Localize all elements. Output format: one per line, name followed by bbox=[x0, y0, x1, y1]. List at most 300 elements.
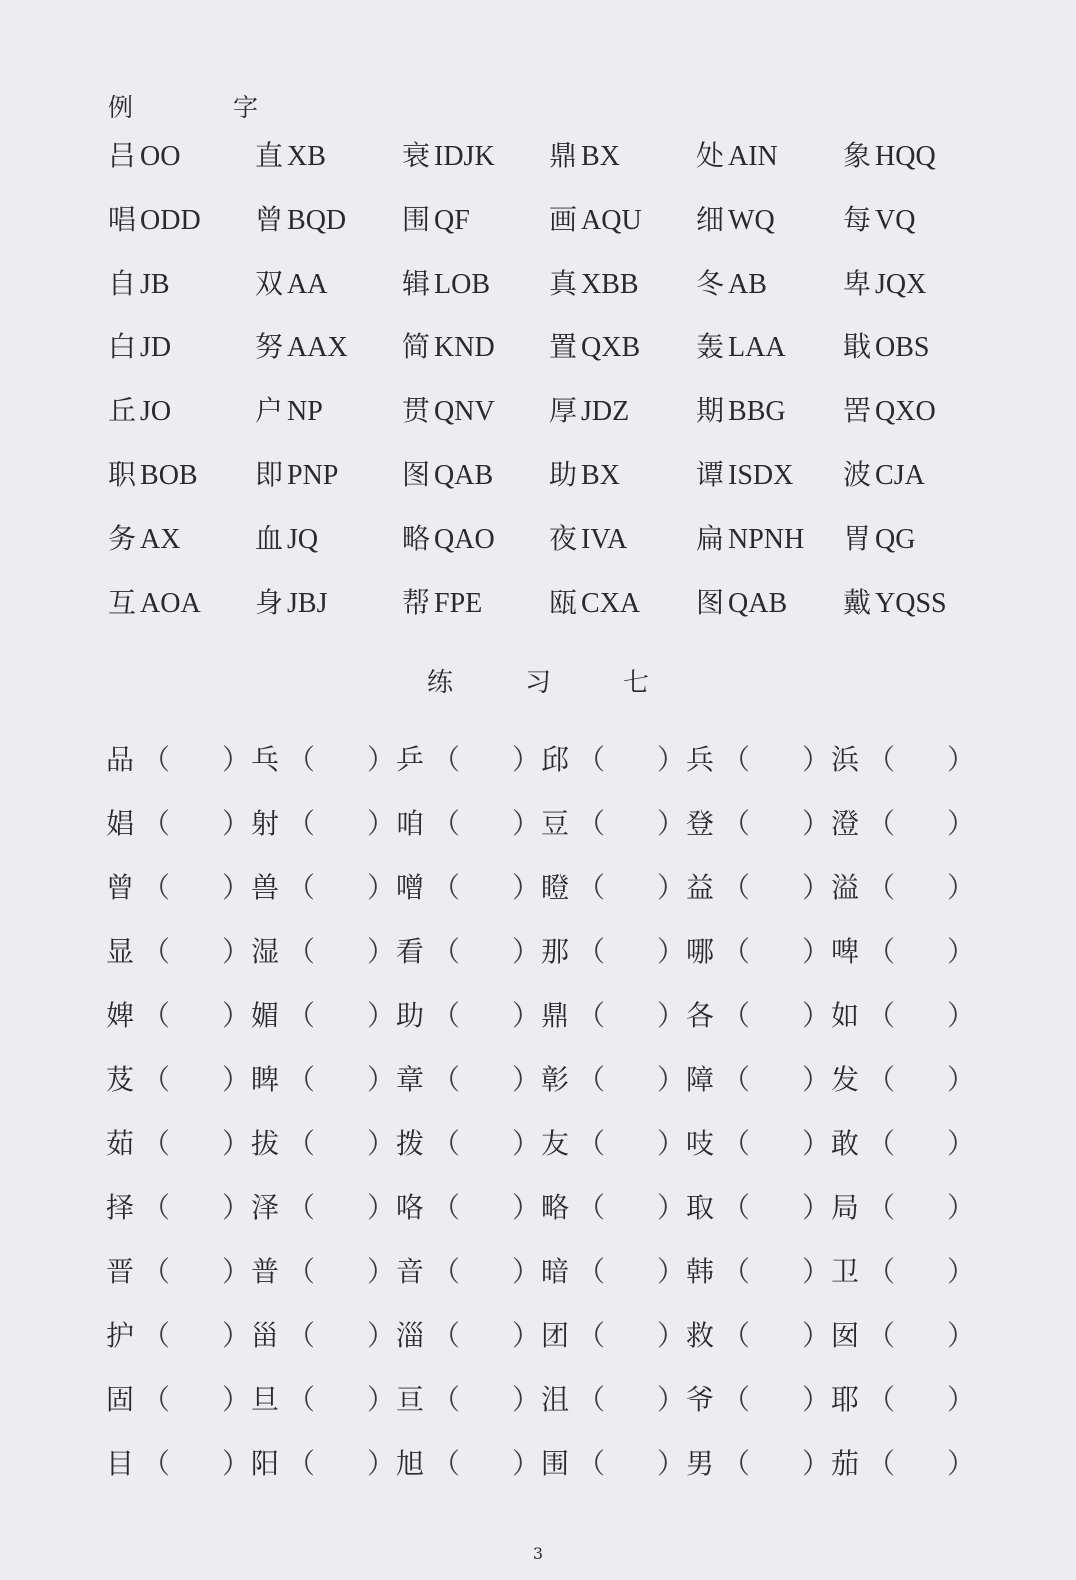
answer-blank-open: （ bbox=[722, 1319, 751, 1352]
answer-blank-close: ） bbox=[802, 743, 831, 776]
example-character: 唱 bbox=[108, 202, 137, 236]
answer-blank-close: ） bbox=[947, 743, 976, 776]
practice-character: 曾 bbox=[106, 871, 135, 904]
answer-blank-close: ） bbox=[367, 1383, 396, 1416]
practice-item bbox=[686, 1122, 831, 1162]
practice-character: 围 bbox=[541, 1447, 570, 1480]
page-number: 3 bbox=[532, 1544, 544, 1563]
practice-character: 救 bbox=[686, 1319, 715, 1352]
answer-blank-open: （ bbox=[287, 1255, 316, 1288]
answer-blank-open: （ bbox=[867, 1319, 896, 1352]
answer-blank-close: ） bbox=[657, 1191, 686, 1224]
practice-character: 芨 bbox=[106, 1063, 135, 1096]
example-character: 置 bbox=[549, 330, 578, 364]
practice-item bbox=[396, 1058, 541, 1098]
practice-item bbox=[541, 1250, 686, 1290]
practice-character: 发 bbox=[831, 1063, 860, 1096]
answer-blank-close: ） bbox=[222, 1191, 251, 1224]
practice-character: 豆 bbox=[541, 807, 570, 840]
practice-character: 射 bbox=[251, 807, 280, 840]
example-character: 吕 bbox=[108, 139, 137, 172]
answer-blank-open: （ bbox=[432, 1447, 461, 1480]
practice-item bbox=[831, 930, 976, 970]
practice-character: 护 bbox=[106, 1319, 135, 1352]
answer-blank-open: （ bbox=[142, 1383, 171, 1416]
practice-item bbox=[831, 1378, 976, 1418]
answer-blank-close: ） bbox=[802, 1063, 831, 1096]
practice-item bbox=[686, 1058, 831, 1098]
practice-item bbox=[106, 994, 251, 1034]
practice-character: 甾 bbox=[251, 1319, 280, 1352]
practice-character: 囡 bbox=[831, 1319, 860, 1352]
answer-blank-close: ） bbox=[947, 1319, 976, 1352]
practice-character: 亘 bbox=[396, 1383, 425, 1416]
example-entry bbox=[843, 325, 990, 365]
practice-item bbox=[541, 994, 686, 1034]
practice-item bbox=[251, 1186, 396, 1226]
practice-item bbox=[251, 1314, 396, 1354]
example-code: ODD bbox=[140, 204, 201, 236]
practice-character: 瞪 bbox=[541, 871, 570, 904]
answer-blank-open: （ bbox=[287, 807, 316, 840]
practice-item bbox=[106, 738, 251, 778]
answer-blank-open: （ bbox=[722, 1191, 751, 1224]
practice-character: 爷 bbox=[686, 1383, 715, 1416]
example-character: 图 bbox=[696, 585, 725, 619]
practice-character: 睥 bbox=[251, 1063, 280, 1096]
practice-item bbox=[106, 866, 251, 906]
practice-item bbox=[396, 1442, 541, 1482]
example-code: QG bbox=[875, 523, 916, 555]
answer-blank-close: ） bbox=[512, 1319, 541, 1352]
practice-character: 淄 bbox=[396, 1319, 425, 1352]
practice-item bbox=[541, 866, 686, 906]
answer-blank-open: （ bbox=[142, 871, 171, 904]
practice-heading-char: 习 bbox=[524, 668, 551, 698]
answer-blank-close: ） bbox=[947, 935, 976, 968]
example-entry bbox=[108, 134, 255, 174]
example-row bbox=[108, 389, 990, 453]
example-code: XBB bbox=[581, 268, 639, 300]
example-entry bbox=[549, 389, 696, 429]
example-row bbox=[108, 453, 990, 517]
example-row bbox=[108, 581, 990, 645]
answer-blank-open: （ bbox=[142, 1255, 171, 1288]
answer-blank-open: （ bbox=[287, 999, 316, 1032]
example-code: OO bbox=[140, 141, 181, 172]
example-entry bbox=[696, 325, 843, 365]
practice-character: 略 bbox=[541, 1191, 570, 1224]
answer-blank-open: （ bbox=[432, 743, 461, 776]
practice-item bbox=[831, 994, 976, 1034]
practice-item bbox=[831, 1250, 976, 1290]
practice-row bbox=[106, 1058, 976, 1122]
example-character: 直 bbox=[255, 139, 284, 172]
answer-blank-close: ） bbox=[367, 935, 396, 968]
examples-heading bbox=[108, 88, 258, 124]
answer-blank-open: （ bbox=[432, 1383, 461, 1416]
example-code: JO bbox=[140, 396, 172, 428]
practice-item bbox=[831, 1186, 976, 1226]
answer-blank-open: （ bbox=[142, 999, 171, 1032]
practice-character: 鼎 bbox=[541, 999, 570, 1032]
answer-blank-close: ） bbox=[947, 1063, 976, 1096]
example-character: 务 bbox=[108, 521, 137, 555]
practice-item bbox=[686, 738, 831, 778]
answer-blank-close: ） bbox=[802, 1127, 831, 1160]
example-entry bbox=[843, 134, 990, 174]
answer-blank-open: （ bbox=[432, 871, 461, 904]
practice-row bbox=[106, 866, 976, 930]
practice-item bbox=[686, 1314, 831, 1354]
example-character: 真 bbox=[549, 266, 578, 300]
example-code: CJA bbox=[875, 459, 925, 491]
answer-blank-open: （ bbox=[722, 743, 751, 776]
example-character: 丘 bbox=[108, 394, 137, 428]
example-code: OBS bbox=[875, 332, 930, 364]
example-character: 帮 bbox=[402, 585, 431, 619]
example-code: BBG bbox=[728, 396, 786, 428]
example-character: 谭 bbox=[696, 457, 725, 491]
answer-blank-open: （ bbox=[577, 743, 606, 776]
answer-blank-close: ） bbox=[512, 1447, 541, 1480]
example-entry bbox=[255, 325, 402, 365]
answer-blank-close: ） bbox=[222, 743, 251, 776]
practice-character: 韩 bbox=[686, 1255, 715, 1288]
practice-character: 茹 bbox=[106, 1127, 135, 1160]
answer-blank-open: （ bbox=[867, 1255, 896, 1288]
example-entry bbox=[696, 198, 843, 238]
practice-row bbox=[106, 738, 976, 802]
practice-row bbox=[106, 802, 976, 866]
practice-character: 晋 bbox=[106, 1255, 135, 1288]
practice-character: 卫 bbox=[831, 1255, 860, 1288]
practice-character: 取 bbox=[686, 1191, 715, 1224]
answer-blank-open: （ bbox=[577, 935, 606, 968]
example-character: 细 bbox=[696, 202, 725, 236]
example-entry bbox=[108, 453, 255, 493]
answer-blank-open: （ bbox=[577, 1191, 606, 1224]
example-entry bbox=[843, 453, 990, 493]
example-code: JD bbox=[140, 332, 172, 364]
practice-character: 咯 bbox=[396, 1191, 425, 1224]
example-character: 瓯 bbox=[549, 585, 578, 619]
answer-blank-open: （ bbox=[722, 999, 751, 1032]
practice-item bbox=[686, 1378, 831, 1418]
example-character: 波 bbox=[843, 457, 872, 491]
example-entry bbox=[255, 453, 402, 493]
example-code: BQD bbox=[287, 204, 347, 236]
example-character: 简 bbox=[402, 330, 431, 364]
example-entry bbox=[843, 389, 990, 429]
answer-blank-open: （ bbox=[142, 1319, 171, 1352]
practice-item bbox=[831, 866, 976, 906]
example-character: 戴 bbox=[843, 585, 872, 619]
example-code: KND bbox=[434, 332, 495, 364]
example-entry bbox=[843, 198, 990, 238]
practice-character: 婢 bbox=[106, 999, 135, 1032]
example-code: QXO bbox=[875, 396, 936, 428]
example-code: NPNH bbox=[728, 523, 805, 555]
answer-blank-open: （ bbox=[577, 1447, 606, 1480]
example-character: 努 bbox=[255, 330, 284, 364]
practice-character: 择 bbox=[106, 1191, 135, 1224]
answer-blank-close: ） bbox=[657, 1255, 686, 1288]
practice-item bbox=[831, 738, 976, 778]
example-entry bbox=[402, 198, 549, 238]
answer-blank-close: ） bbox=[657, 935, 686, 968]
answer-blank-close: ） bbox=[222, 1255, 251, 1288]
answer-blank-open: （ bbox=[577, 1319, 606, 1352]
answer-blank-open: （ bbox=[577, 1383, 606, 1416]
answer-blank-open: （ bbox=[867, 1127, 896, 1160]
answer-blank-open: （ bbox=[867, 1383, 896, 1416]
answer-blank-close: ） bbox=[512, 1191, 541, 1224]
practice-row bbox=[106, 1442, 976, 1506]
answer-blank-close: ） bbox=[802, 871, 831, 904]
example-character: 即 bbox=[255, 457, 284, 491]
answer-blank-close: ） bbox=[367, 807, 396, 840]
answer-blank-close: ） bbox=[367, 999, 396, 1032]
examples-table bbox=[108, 134, 990, 644]
practice-character: 娼 bbox=[106, 807, 135, 840]
answer-blank-close: ） bbox=[657, 1319, 686, 1352]
example-character: 厚 bbox=[549, 394, 578, 428]
answer-blank-open: （ bbox=[287, 871, 316, 904]
answer-blank-close: ） bbox=[367, 1127, 396, 1160]
example-code: VQ bbox=[875, 204, 916, 236]
answer-blank-close: ） bbox=[802, 1319, 831, 1352]
example-character: 贯 bbox=[402, 394, 431, 428]
example-row bbox=[108, 325, 990, 389]
answer-blank-open: （ bbox=[287, 935, 316, 968]
answer-blank-close: ） bbox=[367, 1255, 396, 1288]
example-code: LAA bbox=[728, 332, 786, 364]
example-entry bbox=[549, 581, 696, 621]
example-row bbox=[108, 517, 990, 581]
practice-item bbox=[686, 930, 831, 970]
example-code: AQU bbox=[581, 204, 642, 236]
example-entry bbox=[696, 581, 843, 621]
practice-item bbox=[686, 1250, 831, 1290]
example-character: 期 bbox=[696, 394, 725, 428]
practice-character: 章 bbox=[396, 1063, 425, 1096]
example-entry bbox=[696, 262, 843, 302]
answer-blank-open: （ bbox=[142, 1063, 171, 1096]
practice-character: 那 bbox=[541, 935, 570, 968]
answer-blank-close: ） bbox=[802, 1191, 831, 1224]
practice-character: 溢 bbox=[831, 871, 860, 904]
example-entry bbox=[549, 134, 696, 174]
example-entry bbox=[843, 581, 990, 621]
answer-blank-open: （ bbox=[867, 807, 896, 840]
answer-blank-open: （ bbox=[432, 1255, 461, 1288]
practice-item bbox=[541, 1442, 686, 1482]
example-entry bbox=[255, 198, 402, 238]
answer-blank-open: （ bbox=[722, 935, 751, 968]
answer-blank-close: ） bbox=[657, 1063, 686, 1096]
example-entry bbox=[402, 389, 549, 429]
practice-character: 澄 bbox=[831, 807, 860, 840]
answer-blank-open: （ bbox=[722, 1127, 751, 1160]
practice-row bbox=[106, 930, 976, 994]
example-character: 略 bbox=[402, 521, 431, 555]
practice-item bbox=[396, 1378, 541, 1418]
example-character: 罟 bbox=[843, 394, 872, 428]
example-entry bbox=[108, 325, 255, 365]
practice-item bbox=[106, 1250, 251, 1290]
answer-blank-open: （ bbox=[867, 999, 896, 1032]
practice-character: 看 bbox=[396, 935, 425, 968]
example-entry bbox=[402, 262, 549, 302]
example-code: PNP bbox=[287, 459, 339, 491]
example-character: 处 bbox=[696, 139, 725, 172]
answer-blank-close: ） bbox=[222, 1447, 251, 1480]
answer-blank-open: （ bbox=[867, 743, 896, 776]
answer-blank-close: ） bbox=[947, 1255, 976, 1288]
practice-row bbox=[106, 1378, 976, 1442]
practice-character: 品 bbox=[106, 743, 135, 776]
example-entry bbox=[108, 389, 255, 429]
practice-item bbox=[251, 1378, 396, 1418]
answer-blank-close: ） bbox=[222, 1063, 251, 1096]
practice-character: 显 bbox=[106, 935, 135, 968]
practice-character: 吱 bbox=[686, 1127, 715, 1160]
practice-character: 彰 bbox=[541, 1063, 570, 1096]
example-entry bbox=[255, 262, 402, 302]
example-code: LOB bbox=[434, 268, 491, 300]
practice-item bbox=[541, 1378, 686, 1418]
answer-blank-close: ） bbox=[802, 807, 831, 840]
answer-blank-open: （ bbox=[722, 1383, 751, 1416]
practice-character: 旭 bbox=[396, 1447, 425, 1480]
example-code: NP bbox=[287, 396, 323, 428]
answer-blank-close: ） bbox=[222, 1127, 251, 1160]
example-entry bbox=[696, 453, 843, 493]
answer-blank-open: （ bbox=[722, 1255, 751, 1288]
practice-row bbox=[106, 1186, 976, 1250]
example-character: 卑 bbox=[843, 266, 872, 300]
practice-item bbox=[251, 866, 396, 906]
example-code: JQX bbox=[875, 268, 927, 300]
answer-blank-close: ） bbox=[367, 871, 396, 904]
practice-character: 拔 bbox=[251, 1127, 280, 1160]
example-character: 衰 bbox=[402, 139, 431, 172]
practice-character: 旦 bbox=[251, 1383, 280, 1416]
practice-item bbox=[106, 1058, 251, 1098]
answer-blank-open: （ bbox=[287, 1383, 316, 1416]
example-character: 助 bbox=[549, 457, 578, 491]
practice-row bbox=[106, 994, 976, 1058]
example-entry bbox=[402, 581, 549, 621]
answer-blank-open: （ bbox=[867, 1447, 896, 1480]
answer-blank-close: ） bbox=[947, 999, 976, 1032]
example-code: QAO bbox=[434, 523, 495, 555]
answer-blank-open: （ bbox=[432, 1319, 461, 1352]
answer-blank-open: （ bbox=[432, 1063, 461, 1096]
answer-blank-close: ） bbox=[657, 999, 686, 1032]
practice-item bbox=[831, 1122, 976, 1162]
example-entry bbox=[402, 325, 549, 365]
example-entry bbox=[255, 517, 402, 557]
example-code: JB bbox=[140, 268, 170, 300]
example-character: 身 bbox=[255, 585, 284, 619]
answer-blank-open: （ bbox=[142, 807, 171, 840]
practice-item bbox=[396, 1122, 541, 1162]
example-row bbox=[108, 134, 990, 198]
answer-blank-open: （ bbox=[287, 743, 316, 776]
practice-item bbox=[686, 1442, 831, 1482]
answer-blank-close: ） bbox=[512, 935, 541, 968]
example-character: 血 bbox=[255, 521, 284, 555]
practice-character: 沮 bbox=[541, 1383, 570, 1416]
practice-character: 兵 bbox=[686, 743, 715, 776]
example-character: 围 bbox=[402, 202, 431, 236]
answer-blank-close: ） bbox=[802, 1447, 831, 1480]
answer-blank-close: ） bbox=[802, 935, 831, 968]
example-code: BOB bbox=[140, 459, 198, 491]
answer-blank-close: ） bbox=[222, 935, 251, 968]
practice-row bbox=[106, 1314, 976, 1378]
answer-blank-close: ） bbox=[657, 743, 686, 776]
practice-character: 乓 bbox=[251, 743, 280, 776]
practice-character: 哪 bbox=[686, 935, 715, 968]
answer-blank-close: ） bbox=[512, 999, 541, 1032]
answer-blank-open: （ bbox=[722, 1447, 751, 1480]
practice-row bbox=[106, 1122, 976, 1186]
answer-blank-close: ） bbox=[222, 807, 251, 840]
answer-blank-open: （ bbox=[432, 1191, 461, 1224]
answer-blank-close: ） bbox=[657, 807, 686, 840]
example-code: AA bbox=[287, 268, 328, 300]
practice-item bbox=[541, 802, 686, 842]
example-code: QXB bbox=[581, 332, 641, 364]
example-code: BX bbox=[581, 141, 620, 172]
example-character: 戢 bbox=[843, 330, 872, 364]
practice-item bbox=[106, 930, 251, 970]
practice-heading-char: 七 bbox=[623, 668, 650, 698]
example-code: WQ bbox=[728, 204, 775, 236]
practice-item bbox=[396, 866, 541, 906]
practice-item bbox=[541, 930, 686, 970]
practice-heading bbox=[0, 662, 1076, 699]
practice-character: 乒 bbox=[396, 743, 425, 776]
practice-item bbox=[251, 802, 396, 842]
example-entry bbox=[402, 453, 549, 493]
answer-blank-open: （ bbox=[432, 999, 461, 1032]
example-code: QF bbox=[434, 204, 470, 236]
answer-blank-open: （ bbox=[142, 1447, 171, 1480]
practice-character: 耶 bbox=[831, 1383, 860, 1416]
practice-item bbox=[541, 738, 686, 778]
example-character: 曾 bbox=[255, 202, 284, 236]
answer-blank-open: （ bbox=[867, 871, 896, 904]
example-entry bbox=[696, 517, 843, 557]
practice-item bbox=[251, 1442, 396, 1482]
answer-blank-close: ） bbox=[367, 743, 396, 776]
practice-item bbox=[106, 1186, 251, 1226]
practice-character: 敢 bbox=[831, 1127, 860, 1160]
answer-blank-open: （ bbox=[287, 1127, 316, 1160]
example-code: JQ bbox=[287, 523, 319, 555]
practice-row bbox=[106, 1250, 976, 1314]
example-entry bbox=[108, 581, 255, 621]
answer-blank-open: （ bbox=[722, 1063, 751, 1096]
example-character: 画 bbox=[549, 202, 578, 236]
answer-blank-close: ） bbox=[657, 871, 686, 904]
practice-item bbox=[106, 802, 251, 842]
practice-character: 目 bbox=[106, 1447, 135, 1480]
